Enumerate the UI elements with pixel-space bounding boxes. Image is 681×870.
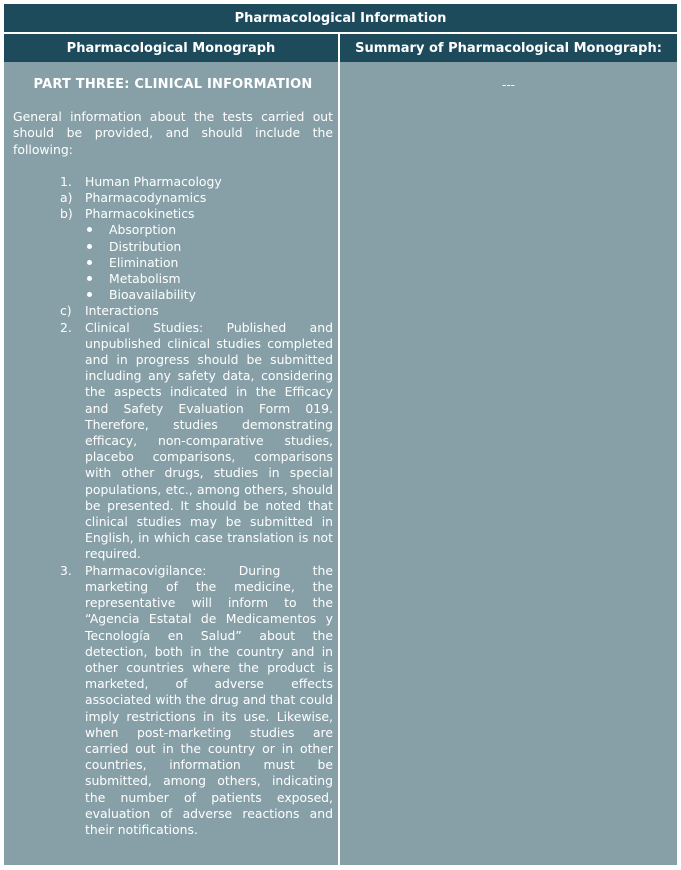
list-item [60,206,333,222]
bullet-item [85,239,333,255]
bullet-text: Metabolism [109,271,181,287]
list-marker: a) [60,190,73,206]
bullet-text: Bioavailability [109,287,196,303]
list-item [60,303,333,319]
list-item [60,563,333,838]
pharmacological-info-table [4,4,677,865]
list-item-text: Human Pharmacology [85,173,222,189]
summary-cell [340,62,677,865]
header-summary: Summary of Pharmacological Monograph: [340,34,677,62]
bullet-item [85,222,333,238]
bullet-text: Elimination [109,254,179,270]
list-item [60,190,333,206]
list-item-text: Pharmacovigilance: During the marketing of the medicine, the representative will inform to the “Agencia Estatal de Medicamentos y Tecnología en Salud” about the detection, both in the country and in other countries where the product is marketed, of adverse effects associated with the drug and that could imply restrictions in its use. Likewise, when post-marketing studies are carried out in the country or in other countries, information must be submitted, among others, indicating the number of patients exposed, evaluation of adverse reactions and their notifications. [85,562,333,837]
list-item-text: Pharmacokinetics [85,206,195,222]
bullet-icon [85,222,109,238]
bullet-icon [85,255,109,271]
header-row [4,34,677,62]
bullet-text: Absorption [109,222,177,238]
intro-text: General information about the tests carried out should be provided, and should include the following: [13,109,333,157]
bullet-item [85,271,333,287]
list-item-text: Clinical Studies: Published and unpublished clinical studies completed and in progress should be submitted including any safety data, considering the aspects indicated in the Efficacy and Safety Evaluation Form 019. Therefore, studies demonstrating efficacy, non-comparative studies, placebo comparisons, comparisons with other drugs, studies in special populations, etc., among others, should be presented. It should be noted that clinical studies may be submitted in English, in which case translation is not required. [85,319,333,562]
summary-value: --- [502,78,515,92]
list-item [60,320,333,563]
list-marker: 2. [60,319,72,335]
list-marker: b) [60,206,73,222]
table-title: Pharmacological Information [4,4,677,32]
list-marker: 3. [60,562,72,578]
list-marker: c) [60,303,72,319]
bullet-icon [85,287,109,303]
bullet-icon [85,239,109,255]
body-row [4,62,677,865]
bullet-text: Distribution [109,238,182,254]
list-item-text: Pharmacodynamics [85,190,207,206]
monograph-cell [4,62,338,865]
section-title: PART THREE: CLINICAL INFORMATION [33,77,313,92]
bullet-icon [85,271,109,287]
bullet-item [85,255,333,271]
bullet-item [85,287,333,303]
numbered-list [13,174,333,838]
list-item-text: Interactions [85,303,159,319]
header-monograph: Pharmacological Monograph [4,34,338,62]
list-item [60,174,333,190]
list-marker: 1. [60,173,72,189]
